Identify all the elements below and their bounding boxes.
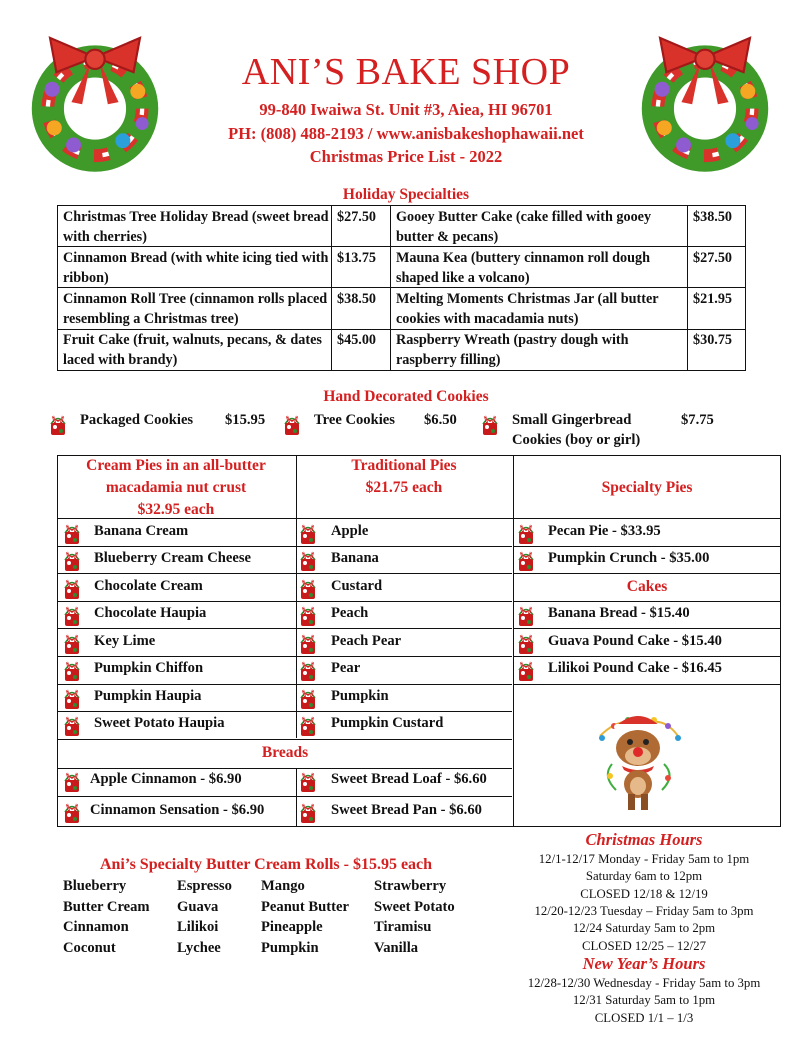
holiday-item: Fruit Cake (fruit, walnuts, pecans, & dates laced with brandy)	[63, 332, 322, 368]
traditional-pie-item: Pumpkin Custard	[331, 715, 444, 731]
cakes-heading: Cakes	[626, 578, 668, 595]
cream-pie-item: Chocolate Cream	[94, 578, 203, 594]
roll-flavor: Peanut Butter	[261, 898, 349, 915]
ornament-icon	[62, 605, 82, 627]
ornament-icon	[62, 771, 82, 793]
ornament-icon	[516, 660, 536, 682]
roll-flavor: Vanilla	[374, 939, 419, 956]
holiday-price: $27.50	[693, 250, 733, 266]
ornament-icon	[516, 550, 536, 572]
cream-pie-item: Banana Cream	[94, 523, 189, 539]
roll-flavor: Mango	[261, 878, 305, 894]
holiday-price: $21.95	[693, 291, 733, 307]
cream-pie-item: Sweet Potato Haupia	[94, 715, 225, 731]
roll-flavor: Sweet Potato	[374, 898, 455, 915]
ornament-icon	[516, 605, 536, 627]
cream-pie-item: Pumpkin Haupia	[94, 688, 202, 704]
christmas-hours-heading: Christmas Hours	[585, 830, 703, 849]
reindeer-icon	[592, 706, 684, 814]
holiday-item: Raspberry Wreath (pastry dough with raspberry filling)	[396, 332, 629, 368]
traditional-pie-item: Apple	[331, 523, 369, 539]
traditional-pie-item: Pear	[331, 660, 361, 676]
cream-pies-heading: Cream Pies in an all-butter macadamia nut crust	[86, 457, 266, 496]
wreath-left-icon	[20, 25, 170, 175]
roll-flavor: Blueberry	[63, 878, 127, 894]
holiday-price: $38.50	[693, 209, 733, 225]
cream-pie-item: Blueberry Cream Cheese	[94, 550, 251, 566]
roll-flavor: Strawberry	[374, 878, 447, 894]
traditional-pie-item: Pumpkin	[331, 688, 389, 704]
cream-pies-price: $32.95 each	[137, 501, 215, 518]
traditional-pies-heading: Traditional Pies	[351, 457, 457, 474]
ornament-icon	[298, 523, 318, 545]
cake-item: Banana Bread - $15.40	[548, 605, 690, 621]
holiday-price: $30.75	[693, 332, 733, 348]
ornament-icon	[516, 523, 536, 545]
holiday-table	[57, 205, 746, 371]
ornament-icon	[62, 578, 82, 600]
traditional-pie-item: Banana	[331, 550, 379, 566]
newyear-hours-line: 12/28-12/30 Wednesday - Friday 5am to 3pm	[527, 976, 761, 990]
christmas-hours-line: CLOSED 12/18 & 12/19	[580, 886, 708, 901]
roll-flavor: Butter Cream	[63, 898, 150, 915]
roll-flavor: Guava	[177, 898, 219, 915]
price-list-subtitle: Christmas Price List - 2022	[309, 147, 503, 166]
traditional-pie-item: Peach	[331, 605, 369, 621]
holiday-heading: Holiday Specialties	[342, 186, 470, 203]
breads-heading: Breads	[261, 744, 309, 761]
holiday-item: Mauna Kea (buttery cinnamon roll dough shaped like a volcano)	[396, 250, 650, 286]
traditional-pie-item: Custard	[331, 578, 383, 594]
roll-flavor: Pumpkin	[261, 939, 319, 956]
roll-flavor: Lychee	[177, 939, 221, 956]
ornament-icon	[298, 715, 318, 737]
ornament-icon	[480, 414, 500, 436]
cream-pie-item: Chocolate Haupia	[94, 605, 207, 621]
cake-item: Guava Pound Cake - $15.40	[548, 633, 722, 649]
cake-item: Lilikoi Pound Cake - $16.45	[548, 660, 722, 676]
ornament-icon	[298, 605, 318, 627]
ornament-icon	[62, 802, 82, 824]
ornament-icon	[62, 550, 82, 572]
shop-contact: PH: (808) 488-2193 / www.anisbakeshophawaii.net	[228, 124, 584, 143]
holiday-item: Gooey Butter Cake (cake filled with gooey butter & pecans)	[396, 209, 652, 245]
cookies-heading: Hand Decorated Cookies	[323, 388, 489, 405]
traditional-pie-item: Peach Pear	[331, 633, 402, 649]
ornament-icon	[298, 633, 318, 655]
roll-flavor: Coconut	[63, 939, 116, 956]
ornament-icon	[298, 578, 318, 600]
christmas-hours-line: 12/24 Saturday 5am to 2pm	[572, 921, 716, 936]
cookie-price: $7.75	[681, 412, 714, 428]
cookie-price: $15.95	[225, 412, 266, 428]
shop-title: ANI’S BAKE SHOP	[241, 51, 571, 93]
christmas-hours-line: 12/1-12/17 Monday - Friday 5am to 1pm	[538, 852, 750, 866]
roll-flavor: Cinnamon	[63, 919, 129, 935]
shop-address: 99-840 Iwaiwa St. Unit #3, Aiea, HI 96701	[259, 100, 553, 119]
cookie-item: Packaged Cookies	[80, 412, 194, 428]
traditional-pies-price: $21.75 each	[365, 479, 443, 496]
ornament-icon	[298, 771, 318, 793]
roll-flavor: Pineapple	[261, 919, 323, 935]
bread-item: Sweet Bread Pan - $6.60	[331, 802, 482, 818]
specialty-pies-heading: Specialty Pies	[601, 479, 693, 496]
holiday-item: Melting Moments Christmas Jar (all butter cookies with macadamia nuts)	[396, 291, 659, 327]
ornament-icon	[298, 688, 318, 710]
ornament-icon	[298, 802, 318, 824]
holiday-item: Christmas Tree Holiday Bread (sweet bread with cherries)	[63, 209, 329, 245]
newyear-hours-heading: New Year’s Hours	[582, 954, 706, 973]
ornament-icon	[298, 660, 318, 682]
newyear-hours-line: 12/31 Saturday 5am to 1pm	[572, 993, 716, 1008]
holiday-item: Cinnamon Bread (with white icing tied with ribbon)	[63, 250, 329, 286]
christmas-hours-line: Saturday 6am to 12pm	[585, 869, 703, 884]
holiday-price: $13.75	[337, 250, 377, 266]
christmas-hours-line: CLOSED 12/25 – 12/27	[581, 938, 707, 953]
holiday-item: Cinnamon Roll Tree (cinnamon rolls placed resembling a Christmas tree)	[63, 291, 328, 327]
ornament-icon	[282, 414, 302, 436]
ornament-icon	[62, 633, 82, 655]
roll-flavor: Espresso	[177, 878, 232, 894]
cream-pie-item: Key Lime	[94, 633, 156, 649]
cookie-price: $6.50	[424, 412, 457, 428]
ornament-icon	[48, 414, 68, 436]
cream-pie-item: Pumpkin Chiffon	[94, 660, 204, 676]
holiday-price: $27.50	[337, 209, 377, 225]
ornament-icon	[298, 550, 318, 572]
wreath-right-icon	[630, 25, 780, 175]
cookie-item: Tree Cookies	[314, 412, 395, 428]
roll-flavor: Lilikoi	[177, 919, 219, 935]
ornament-icon	[62, 715, 82, 737]
cookie-item: Small Gingerbread Cookies (boy or girl)	[512, 412, 641, 448]
holiday-price: $45.00	[337, 332, 377, 348]
ornament-icon	[62, 660, 82, 682]
christmas-hours-line: 12/20-12/23 Tuesday – Friday 5am to 3pm	[534, 903, 754, 918]
ornament-icon	[62, 688, 82, 710]
bread-item: Cinnamon Sensation - $6.90	[90, 802, 265, 818]
holiday-price: $38.50	[337, 291, 377, 307]
bread-item: Apple Cinnamon - $6.90	[90, 771, 242, 787]
bread-item: Sweet Bread Loaf - $6.60	[331, 771, 487, 787]
roll-flavor: Tiramisu	[374, 919, 432, 935]
ornament-icon	[516, 633, 536, 655]
ornament-icon	[62, 523, 82, 545]
specialty-pie-item: Pumpkin Crunch - $35.00	[548, 550, 710, 566]
newyear-hours-line: CLOSED 1/1 – 1/3	[594, 1010, 694, 1025]
specialty-pie-item: Pecan Pie - $33.95	[548, 523, 661, 539]
rolls-heading: Ani’s Specialty Butter Cream Rolls - $15.95 each	[99, 856, 433, 873]
